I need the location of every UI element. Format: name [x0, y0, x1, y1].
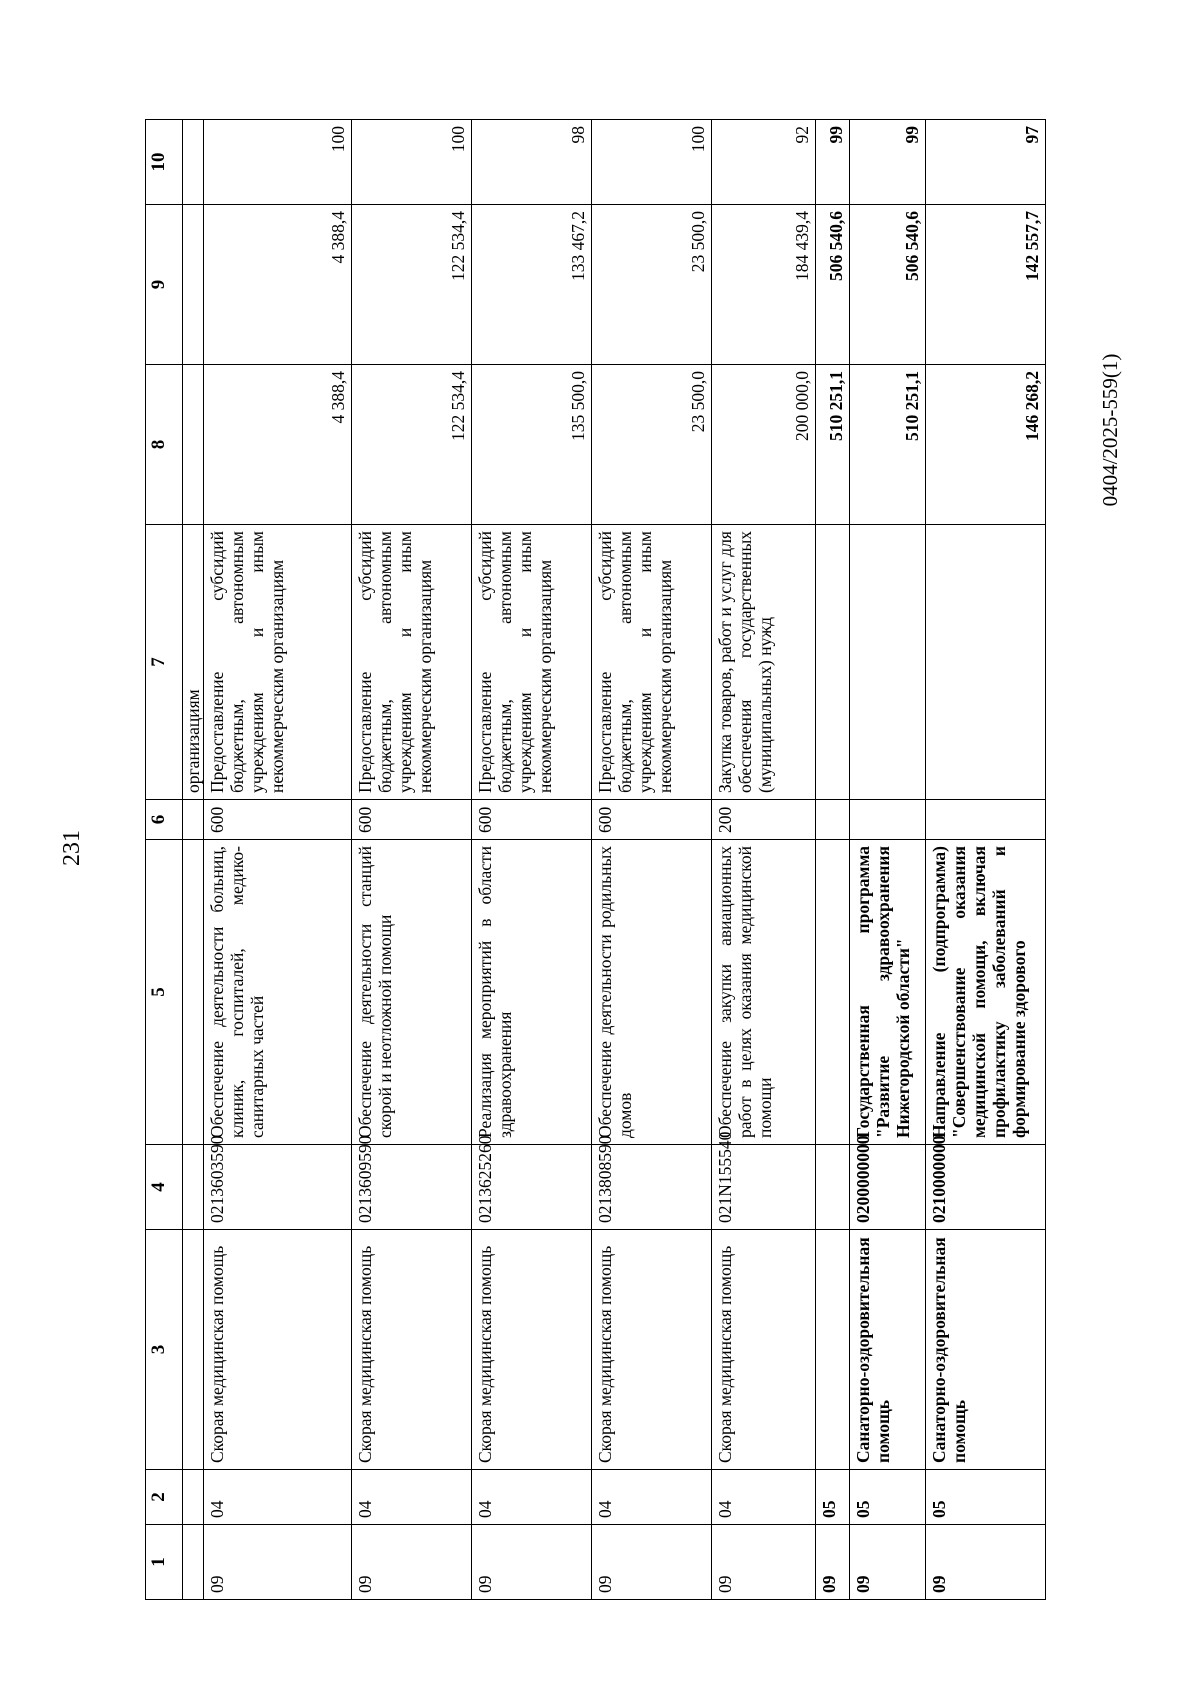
- section-code: 09: [204, 1525, 352, 1600]
- target-article-code: 0210000000: [926, 1145, 1046, 1230]
- header-cell: 10: [146, 120, 183, 205]
- execution-percent: 100: [204, 120, 352, 205]
- header-cell: 5: [146, 840, 183, 1145]
- continuation-row: [183, 120, 204, 1600]
- subsection-name: Скорая медицинская помощь: [712, 1230, 816, 1470]
- subsection-name: Скорая медицинская помощь: [592, 1230, 712, 1470]
- executed-amount: 23 500,0: [592, 205, 712, 365]
- expense-type-code: 200: [712, 800, 816, 840]
- expense-type-code: [850, 800, 926, 840]
- section-code: 09: [816, 1525, 850, 1600]
- empty-cell: [183, 205, 204, 365]
- executed-amount: 133 467,2: [472, 205, 592, 365]
- subsection-name: Скорая медицинская помощь: [352, 1230, 472, 1470]
- expense-type-code: 600: [204, 800, 352, 840]
- expense-type-name: Предоставление субсидий бюджетным, автономным учреждениям и иным некоммерческим организациям: [204, 525, 352, 800]
- planned-amount: 510 251,1: [850, 365, 926, 525]
- header-cell: 9: [146, 205, 183, 365]
- executed-amount: 506 540,6: [850, 205, 926, 365]
- planned-amount: 135 500,0: [472, 365, 592, 525]
- rotated-table-frame: [145, 120, 1115, 1600]
- section-code: 09: [926, 1525, 1046, 1600]
- section-code: 09: [352, 1525, 472, 1600]
- execution-percent: 100: [352, 120, 472, 205]
- planned-amount: 146 268,2: [926, 365, 1046, 525]
- empty-cell: [183, 800, 204, 840]
- execution-percent: 92: [712, 120, 816, 205]
- section-code: 09: [850, 1525, 926, 1600]
- subsection-name: [816, 1230, 850, 1470]
- execution-percent: 100: [592, 120, 712, 205]
- empty-cell: [183, 1470, 204, 1525]
- header-cell: 6: [146, 800, 183, 840]
- execution-percent: 99: [850, 120, 926, 205]
- subsection-name: Скорая медицинская помощь: [472, 1230, 592, 1470]
- expense-type-code: 600: [472, 800, 592, 840]
- executed-amount: 122 534,4: [352, 205, 472, 365]
- expense-type-name: Предоставление субсидий бюджетным, автономным учреждениям и иным некоммерческим организациям: [352, 525, 472, 800]
- header-cell: 3: [146, 1230, 183, 1470]
- expense-type-name: [926, 525, 1046, 800]
- target-article-name: Обеспечение деятельности больниц, клиник, госпиталей, медико-санитарных частей: [204, 840, 352, 1145]
- empty-cell: [183, 840, 204, 1145]
- table-body: [146, 120, 1046, 1600]
- expense-type-name: Предоставление субсидий бюджетным, автономным учреждениям и иным некоммерческим организациям: [472, 525, 592, 800]
- expense-type-code: 600: [592, 800, 712, 840]
- section-code: 09: [472, 1525, 592, 1600]
- budget-table: [145, 119, 1046, 1600]
- subsection-name: Санаторно-оздоровительная помощь: [926, 1230, 1046, 1470]
- section-code: 09: [712, 1525, 816, 1600]
- subsection-name: Санаторно-оздоровительная помощь: [850, 1230, 926, 1470]
- page-number: 231: [59, 830, 85, 866]
- section-code: 09: [592, 1525, 712, 1600]
- table-row: [204, 120, 352, 1600]
- header-cell: 7: [146, 525, 183, 800]
- target-article-code: 021N155540: [712, 1145, 816, 1230]
- subsection-code: 04: [472, 1470, 592, 1525]
- target-article-name: Государственная программа "Развитие здравоохранения Нижегородской области": [850, 840, 926, 1145]
- target-article-name: Обеспечение деятельности станций скорой и неотложной помощи: [352, 840, 472, 1145]
- expense-type-name: [816, 525, 850, 800]
- planned-amount: 200 000,0: [712, 365, 816, 525]
- expense-type-name: [850, 525, 926, 800]
- planned-amount: 122 534,4: [352, 365, 472, 525]
- document-code: 0404/2025-559(1): [1098, 353, 1122, 507]
- target-article-code: 0213625260: [472, 1145, 592, 1230]
- table-row: [472, 120, 592, 1600]
- table-row: [816, 120, 850, 1600]
- expense-type-code: 600: [352, 800, 472, 840]
- target-article-code: 0200000000: [850, 1145, 926, 1230]
- subsection-code: 05: [926, 1470, 1046, 1525]
- expense-type-name: Закупка товаров, работ и услуг для обеспечения государственных (муниципальных) нужд: [712, 525, 816, 800]
- execution-percent: 98: [472, 120, 592, 205]
- empty-cell: [183, 365, 204, 525]
- subsection-code: 04: [204, 1470, 352, 1525]
- execution-percent: 97: [926, 120, 1046, 205]
- target-article-code: 0213808590: [592, 1145, 712, 1230]
- table-row: [352, 120, 472, 1600]
- planned-amount: 4 388,4: [204, 365, 352, 525]
- empty-cell: [183, 1230, 204, 1470]
- empty-cell: [183, 120, 204, 205]
- expense-type-name: Предоставление субсидий бюджетным, автономным учреждениям и иным некоммерческим организациям: [592, 525, 712, 800]
- target-article-name: Реализация мероприятий в области здравоохранения: [472, 840, 592, 1145]
- continuation-text: организациям: [183, 525, 204, 800]
- table-row: [850, 120, 926, 1600]
- executed-amount: 506 540,6: [816, 205, 850, 365]
- table-row: [712, 120, 816, 1600]
- subsection-code: 04: [592, 1470, 712, 1525]
- target-article-code: 0213609590: [352, 1145, 472, 1230]
- subsection-code: 05: [816, 1470, 850, 1525]
- executed-amount: 184 439,4: [712, 205, 816, 365]
- target-article-name: Обеспечение закупки авиационных работ в целях оказания медицинской помощи: [712, 840, 816, 1145]
- header-cell: 4: [146, 1145, 183, 1230]
- target-article-name: [816, 840, 850, 1145]
- header-cell: 1: [146, 1525, 183, 1600]
- subsection-name: Скорая медицинская помощь: [204, 1230, 352, 1470]
- empty-cell: [183, 1525, 204, 1600]
- target-article-name: Обеспечение деятельности родильных домов: [592, 840, 712, 1145]
- table-row: [926, 120, 1046, 1600]
- expense-type-code: [926, 800, 1046, 840]
- planned-amount: 510 251,1: [816, 365, 850, 525]
- executed-amount: 4 388,4: [204, 205, 352, 365]
- subsection-code: 05: [850, 1470, 926, 1525]
- execution-percent: 99: [816, 120, 850, 205]
- header-row: [146, 120, 183, 1600]
- target-article-code: 0213603590: [204, 1145, 352, 1230]
- expense-type-code: [816, 800, 850, 840]
- planned-amount: 23 500,0: [592, 365, 712, 525]
- target-article-name: Направление (подпрограмма) "Совершенствование оказания медицинской помощи, включая профилактику заболеваний и формирование здорового: [926, 840, 1046, 1145]
- header-cell: 8: [146, 365, 183, 525]
- table-row: [592, 120, 712, 1600]
- subsection-code: 04: [352, 1470, 472, 1525]
- target-article-code: [816, 1145, 850, 1230]
- empty-cell: [183, 1145, 204, 1230]
- header-cell: 2: [146, 1470, 183, 1525]
- subsection-code: 04: [712, 1470, 816, 1525]
- executed-amount: 142 557,7: [926, 205, 1046, 365]
